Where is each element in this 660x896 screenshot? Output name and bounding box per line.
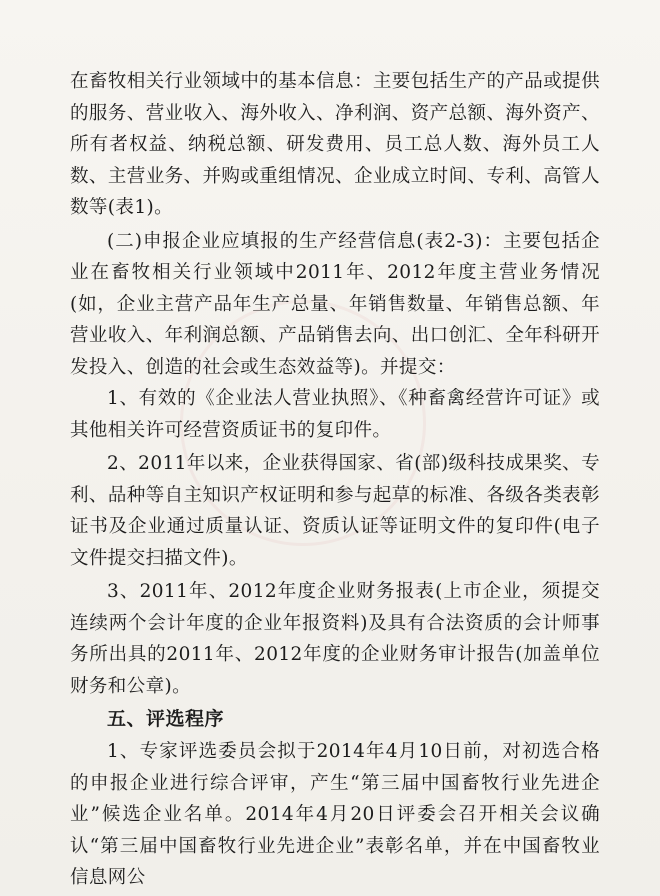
paragraph-item-3: 3、2011年、2012年度企业财务报表(上市企业，须提交连续两个会计年度的企业年报资料)及具有合法资质的会计师事务所出具的2011年、2012年度的企业财务审计报告(加盖单位财务和公章)。 (70, 581, 600, 697)
section-heading: 五、评选程序 (107, 708, 225, 730)
paragraph-item-2: 2、2011年以来，企业获得国家、省(部)级科技成果奖、专利、品种等自主知识产权证明和参与起草的标准、各级各类表彰证书及企业通过质量认证、资质认证等证明文件的复印件(电子文件提交扫描文件)。 (70, 453, 600, 569)
paragraph-item-1: 1、有效的《企业法人营业执照》、《种畜禽经营许可证》或其他相关许可经营资质证书的复印件。 (70, 388, 600, 441)
paragraph-basic-info: 在畜牧相关行业领域中的基本信息：主要包括生产的产品或提供的服务、营业收入、海外收入、净利润、资产总额、海外资产、所有者权益、纳税总额、研发费用、员工总人数、海外员工人数、主营业务、并购或重组情况、企业成立时间、专利、高管人数等(表1)。 (70, 71, 600, 218)
paragraph-production-info: (二)申报企业应填报的生产经营信息(表2-3)：主要包括企业在畜牧相关行业领域中2011年、2012年度主营业务情况(如，企业主营产品年生产总量、年销售数量、年销售总额、年营业收入、年利润总额、产品销售去向、出口创汇、全年科研开发投入、创造的社会或生态效益等)。并提交： (70, 230, 600, 378)
paragraph-procedure-1: 1、专家评选委员会拟于2014年4月10日前，对初选合格的申报企业进行综合评审，产生“第三届中国畜牧行业先进企业”候选企业名单。2014年4月20日评委会召开相关会议确认“第三届中国畜牧行业先进企业”表彰名单，并在中国畜牧业信息网公 (70, 741, 600, 888)
document-body (70, 66, 600, 894)
